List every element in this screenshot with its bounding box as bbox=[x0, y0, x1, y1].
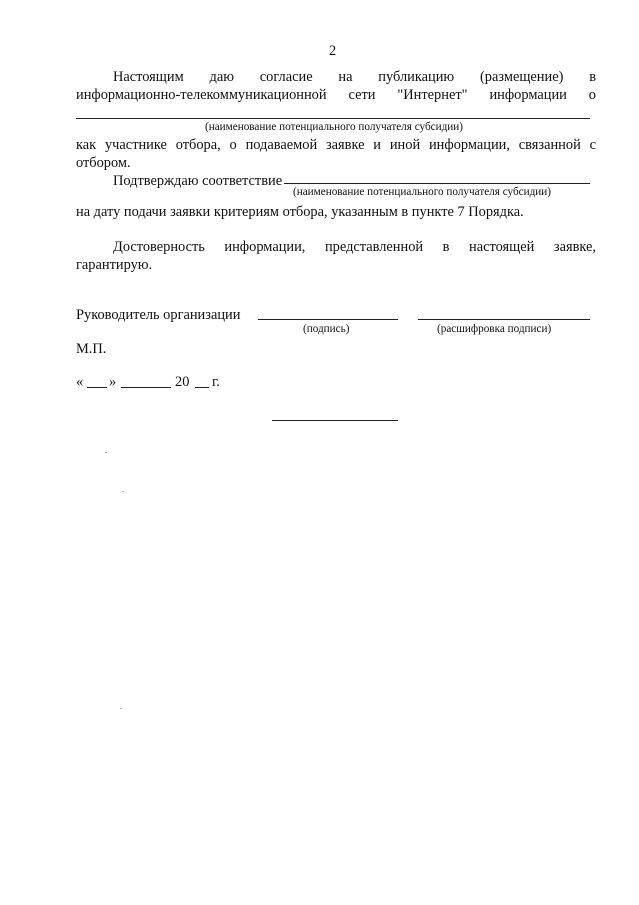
consent-line-4: отбором. bbox=[76, 155, 131, 171]
confirm-recipient-caption: (наименование потенциального получателя субсидии) bbox=[293, 186, 551, 198]
closing-separator-line bbox=[272, 420, 398, 421]
recipient-name-caption: (наименование потенциального получателя субсидии) bbox=[205, 121, 463, 133]
recipient-name-field[interactable] bbox=[76, 118, 590, 119]
confirm-label: Подтверждаю соответствие bbox=[113, 173, 283, 189]
scan-speck bbox=[122, 491, 124, 492]
confirm-line-2: на дату подачи заявки критериям отбора, указанным в пункте 7 Порядка. bbox=[76, 204, 524, 220]
consent-line-1: Настоящим даю согласие на публикацию (размещение) в bbox=[113, 69, 596, 85]
scan-speck bbox=[105, 452, 107, 453]
signature-decoding-caption: (расшифровка подписи) bbox=[437, 323, 552, 335]
consent-line-2: информационно-телекоммуникационной сети "Интернет" информации о bbox=[76, 87, 596, 103]
confirm-recipient-name-field[interactable] bbox=[284, 183, 590, 184]
page-number: 2 bbox=[329, 43, 337, 59]
consent-line-3: как участнике отбора, о подаваемой заявке и иной информации, связанной с bbox=[76, 137, 596, 153]
head-of-organization-label: Руководитель организации bbox=[76, 307, 241, 323]
date-quote-close: » bbox=[109, 374, 117, 390]
date-year-prefix: 20 bbox=[175, 374, 190, 390]
date-month-field[interactable] bbox=[121, 387, 171, 388]
reliability-line-1: Достоверность информации, представленной в настоящей заявке, bbox=[113, 239, 596, 255]
scan-speck bbox=[120, 708, 122, 709]
signature-field[interactable] bbox=[258, 319, 398, 320]
stamp-place-label: М.П. bbox=[76, 341, 107, 357]
date-year-field[interactable] bbox=[195, 387, 209, 388]
reliability-line-2: гарантирую. bbox=[76, 257, 153, 273]
date-quote-open: « bbox=[76, 374, 84, 390]
date-day-field[interactable] bbox=[87, 387, 107, 388]
date-year-suffix: г. bbox=[212, 374, 220, 390]
signature-decoding-field[interactable] bbox=[418, 319, 590, 320]
signature-caption: (подпись) bbox=[303, 323, 350, 335]
